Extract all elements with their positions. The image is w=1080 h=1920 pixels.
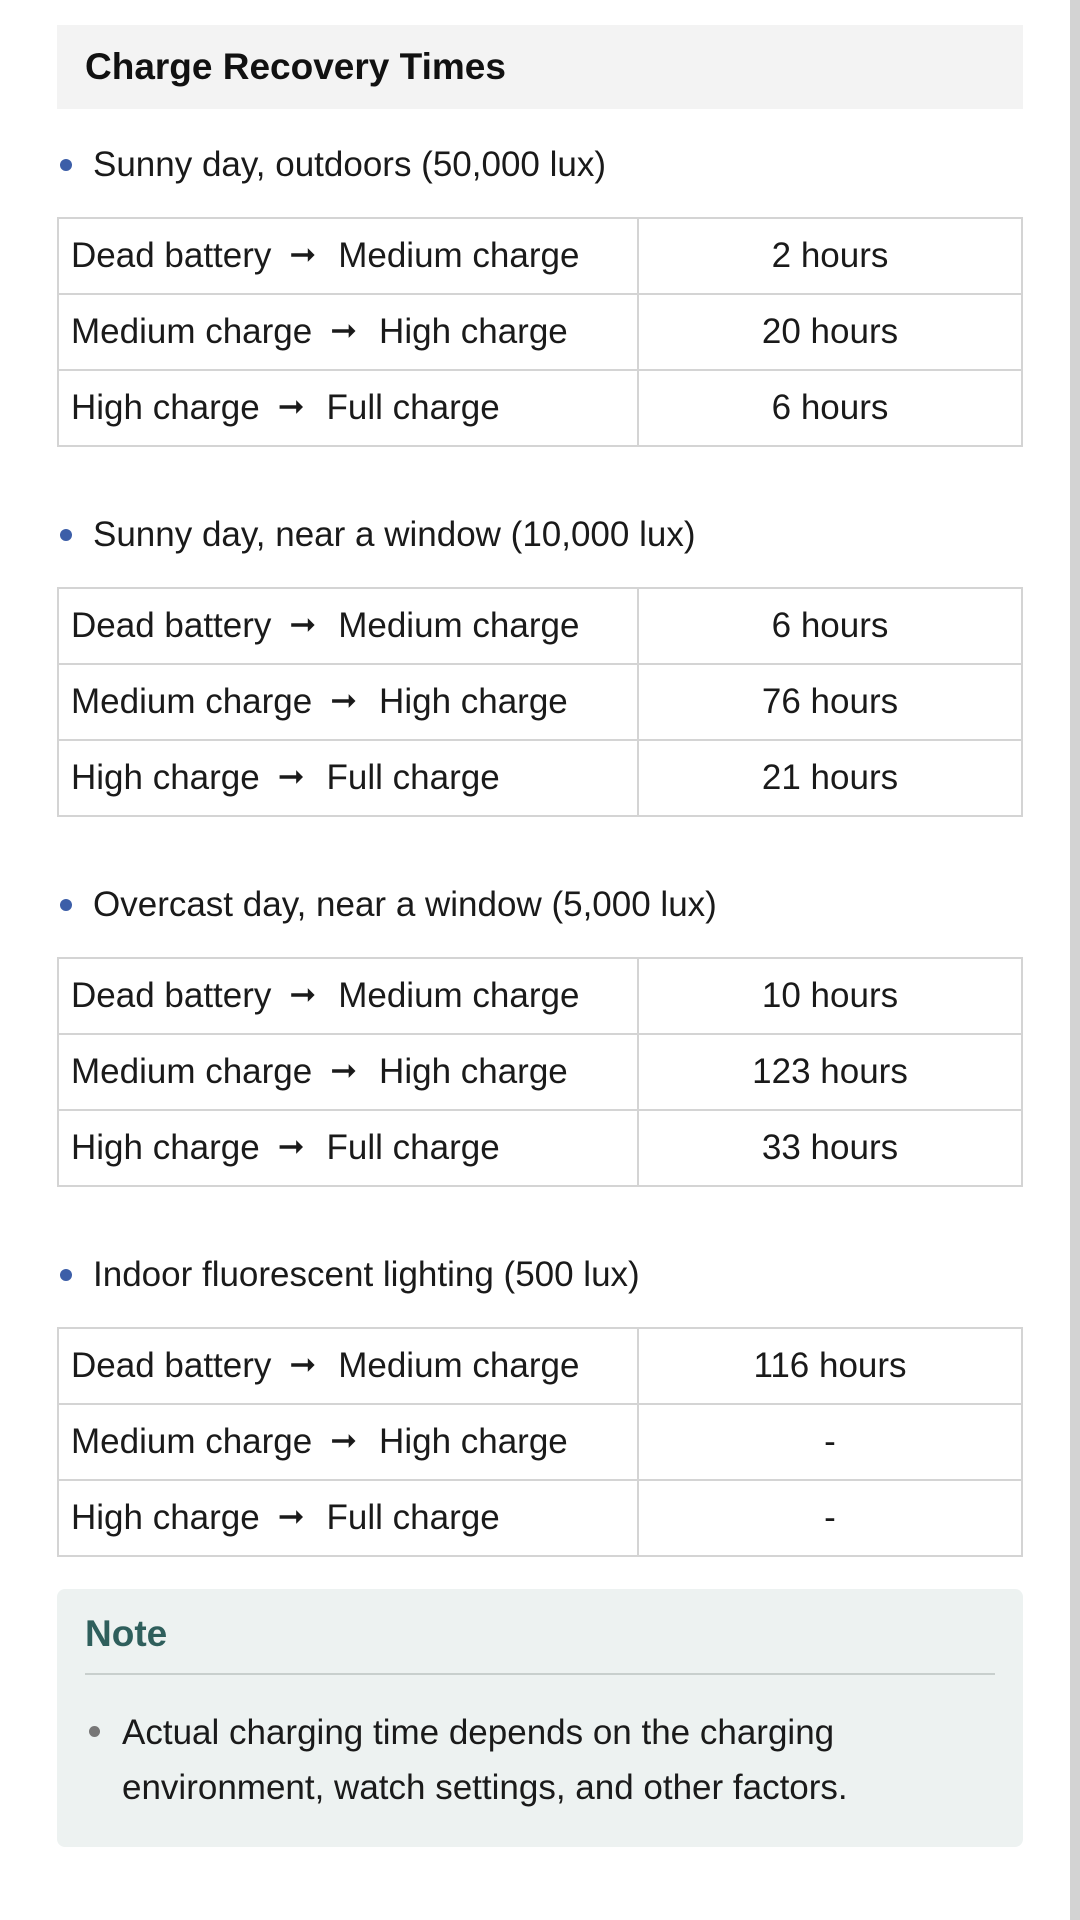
duration-cell: 10 hours — [638, 958, 1022, 1034]
page-title: Charge Recovery Times — [85, 46, 506, 87]
from-state: High charge — [71, 1128, 260, 1167]
duration-cell: 2 hours — [638, 218, 1022, 294]
duration-cell: 33 hours — [638, 1110, 1022, 1186]
transition-cell — [58, 1110, 638, 1186]
bullet-icon — [60, 1269, 72, 1281]
from-state: Dead battery — [71, 1346, 272, 1385]
arrow-right-icon: ➞ — [277, 388, 305, 424]
arrow-right-icon: ➞ — [330, 1052, 358, 1088]
section-header — [57, 25, 1023, 109]
to-state: Full charge — [326, 1128, 500, 1167]
condition-label: Indoor fluorescent lighting (500 lux) — [93, 1255, 640, 1294]
duration-cell: 20 hours — [638, 294, 1022, 370]
bullet-icon — [60, 529, 72, 541]
duration-cell: 6 hours — [638, 370, 1022, 446]
condition-label: Sunny day, outdoors (50,000 lux) — [93, 145, 607, 184]
recovery-table — [57, 217, 1023, 447]
transition-cell — [58, 1404, 638, 1480]
from-state: High charge — [71, 388, 260, 427]
bullet-icon — [60, 159, 72, 171]
transition-cell — [58, 1480, 638, 1556]
to-state: Full charge — [326, 758, 500, 797]
duration-cell: 6 hours — [638, 588, 1022, 664]
note-list-item — [85, 1705, 995, 1815]
duration-cell: 21 hours — [638, 740, 1022, 816]
transition-cell — [58, 740, 638, 816]
condition-label: Sunny day, near a window (10,000 lux) — [93, 515, 696, 554]
condition-title — [57, 1245, 1023, 1305]
to-state: Medium charge — [338, 976, 580, 1015]
from-state: Medium charge — [71, 682, 313, 721]
arrow-right-icon: ➞ — [289, 606, 317, 642]
from-state: Medium charge — [71, 1052, 313, 1091]
table-row — [58, 1404, 1022, 1480]
table-row — [58, 740, 1022, 816]
from-state: High charge — [71, 1498, 260, 1537]
table-row — [58, 1110, 1022, 1186]
from-state: Dead battery — [71, 606, 272, 645]
arrow-right-icon: ➞ — [330, 1422, 358, 1458]
arrow-right-icon: ➞ — [277, 758, 305, 794]
condition-group-sunny-window — [57, 505, 1023, 817]
recovery-table — [57, 1327, 1023, 1557]
from-state: Medium charge — [71, 312, 313, 351]
to-state: High charge — [379, 1052, 568, 1091]
transition-cell — [58, 588, 638, 664]
to-state: Full charge — [326, 388, 500, 427]
arrow-right-icon: ➞ — [277, 1498, 305, 1534]
page-content — [57, 25, 1023, 1847]
recovery-table — [57, 957, 1023, 1187]
transition-cell — [58, 664, 638, 740]
arrow-right-icon: ➞ — [330, 682, 358, 718]
transition-cell — [58, 218, 638, 294]
condition-group-sunny-outdoors — [57, 135, 1023, 447]
transition-cell — [58, 294, 638, 370]
from-state: Dead battery — [71, 236, 272, 275]
from-state: Dead battery — [71, 976, 272, 1015]
arrow-right-icon: ➞ — [330, 312, 358, 348]
arrow-right-icon: ➞ — [289, 236, 317, 272]
note-text: Actual charging time depends on the charging environment, watch settings, and other factors. — [122, 1713, 848, 1807]
arrow-right-icon: ➞ — [289, 1346, 317, 1382]
condition-title — [57, 135, 1023, 195]
table-row — [58, 1480, 1022, 1556]
to-state: High charge — [379, 682, 568, 721]
bullet-icon — [60, 899, 72, 911]
table-row — [58, 664, 1022, 740]
condition-title — [57, 505, 1023, 565]
transition-cell — [58, 958, 638, 1034]
table-row — [58, 294, 1022, 370]
transition-cell — [58, 1328, 638, 1404]
duration-cell: 76 hours — [638, 664, 1022, 740]
from-state: High charge — [71, 758, 260, 797]
table-row — [58, 588, 1022, 664]
condition-group-overcast-window — [57, 875, 1023, 1187]
recovery-table — [57, 587, 1023, 817]
duration-cell: - — [638, 1480, 1022, 1556]
duration-cell: - — [638, 1404, 1022, 1480]
condition-group-indoor-fluorescent — [57, 1245, 1023, 1557]
to-state: Medium charge — [338, 1346, 580, 1385]
duration-cell: 116 hours — [638, 1328, 1022, 1404]
table-row — [58, 370, 1022, 446]
transition-cell — [58, 1034, 638, 1110]
note-box — [57, 1589, 1023, 1847]
transition-cell — [58, 370, 638, 446]
from-state: Medium charge — [71, 1422, 313, 1461]
duration-cell: 123 hours — [638, 1034, 1022, 1110]
condition-title — [57, 875, 1023, 935]
table-row — [58, 1034, 1022, 1110]
table-row — [58, 958, 1022, 1034]
table-row — [58, 1328, 1022, 1404]
bullet-icon — [89, 1726, 100, 1737]
condition-label: Overcast day, near a window (5,000 lux) — [93, 885, 717, 924]
to-state: High charge — [379, 1422, 568, 1461]
to-state: Medium charge — [338, 606, 580, 645]
arrow-right-icon: ➞ — [289, 976, 317, 1012]
note-title: Note — [85, 1613, 995, 1675]
scrollbar[interactable] — [1070, 0, 1080, 1920]
to-state: High charge — [379, 312, 568, 351]
to-state: Full charge — [326, 1498, 500, 1537]
table-row — [58, 218, 1022, 294]
arrow-right-icon: ➞ — [277, 1128, 305, 1164]
to-state: Medium charge — [338, 236, 580, 275]
